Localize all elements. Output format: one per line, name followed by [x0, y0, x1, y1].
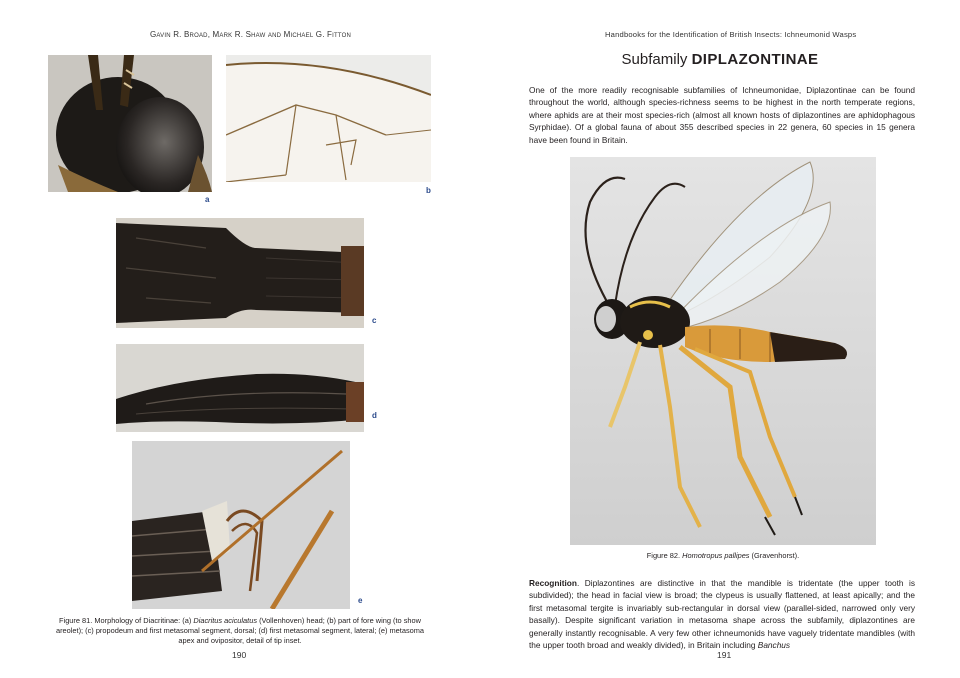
figure-81a-head-photo — [48, 55, 212, 192]
figure-81d-segment-lateral-photo — [116, 344, 364, 432]
figure-81e-ovipositor-photo — [132, 441, 350, 609]
figure-letter-c: c — [372, 316, 377, 325]
recognition-paragraph: Recognition. Diplazontines are distinctive in that the mandible is tridentate (the upper tooth is subdivided); the head in facial view is broad; the clypeus is usually flattened, at least apically; and the first metasomal tergite is invariably sub-rectangular in dorsal view (parallel-sided, narrowed only very basally). Despite significant variation in metasoma shape across the subfamily, diplazontines are generally instantly recognisable. A very few other ichneumonids have vaguely tridentate mandibles (with the upper tooth broad and weakly divided), in Britain including Banchus — [529, 578, 915, 651]
right-page — [480, 0, 960, 678]
figure-81c-propodeum-photo — [116, 218, 364, 328]
figure-letter-a: a — [205, 195, 210, 204]
subfamily-title: Subfamily DIPLAZONTINAE — [621, 51, 819, 68]
figure-81b-wing-photo — [226, 55, 431, 182]
figure-letter-d: d — [372, 411, 377, 420]
figure-letter-e: e — [358, 596, 363, 605]
page-number-left: 190 — [232, 650, 247, 660]
page-number-right: 191 — [717, 650, 732, 660]
running-head-authors: Gavin R. Broad, Mark R. Shaw and Michael G. Fitton — [150, 30, 352, 39]
figure-82-wasp-photo — [570, 157, 876, 545]
figure-82-caption: Figure 82. Homotropus pallipes (Gravenhorst). — [646, 551, 800, 560]
running-head-series: Handbooks for the Identification of British Insects: Ichneumonid Wasps — [605, 30, 857, 39]
figure-81-caption: Figure 81. Morphology of Diacritinae: (a) Diacritus aciculatus (Vollenhoven) head; (b) part of fore wing (to show areolet); (c) propodeum and first metasomal segment, dorsal; (d) first metasomal segment, lateral; (e) metasoma apex and ovipositor, detail of tip inset. — [55, 616, 425, 645]
figure-letter-b: b — [426, 186, 431, 195]
intro-paragraph: One of the more readily recognisable subfamilies of Ichneumonidae, Diplazontinae can be found throughout the world, although species-richness seems to be highest in the north temperate regions, where aphids are at their most species-rich (almost all known hosts of diplazontines are aphidophagous Syrphidae). Of a global fauna of about 355 described species in 22 genera, 60 species in 15 genera have been found in Britain. — [529, 85, 915, 145]
